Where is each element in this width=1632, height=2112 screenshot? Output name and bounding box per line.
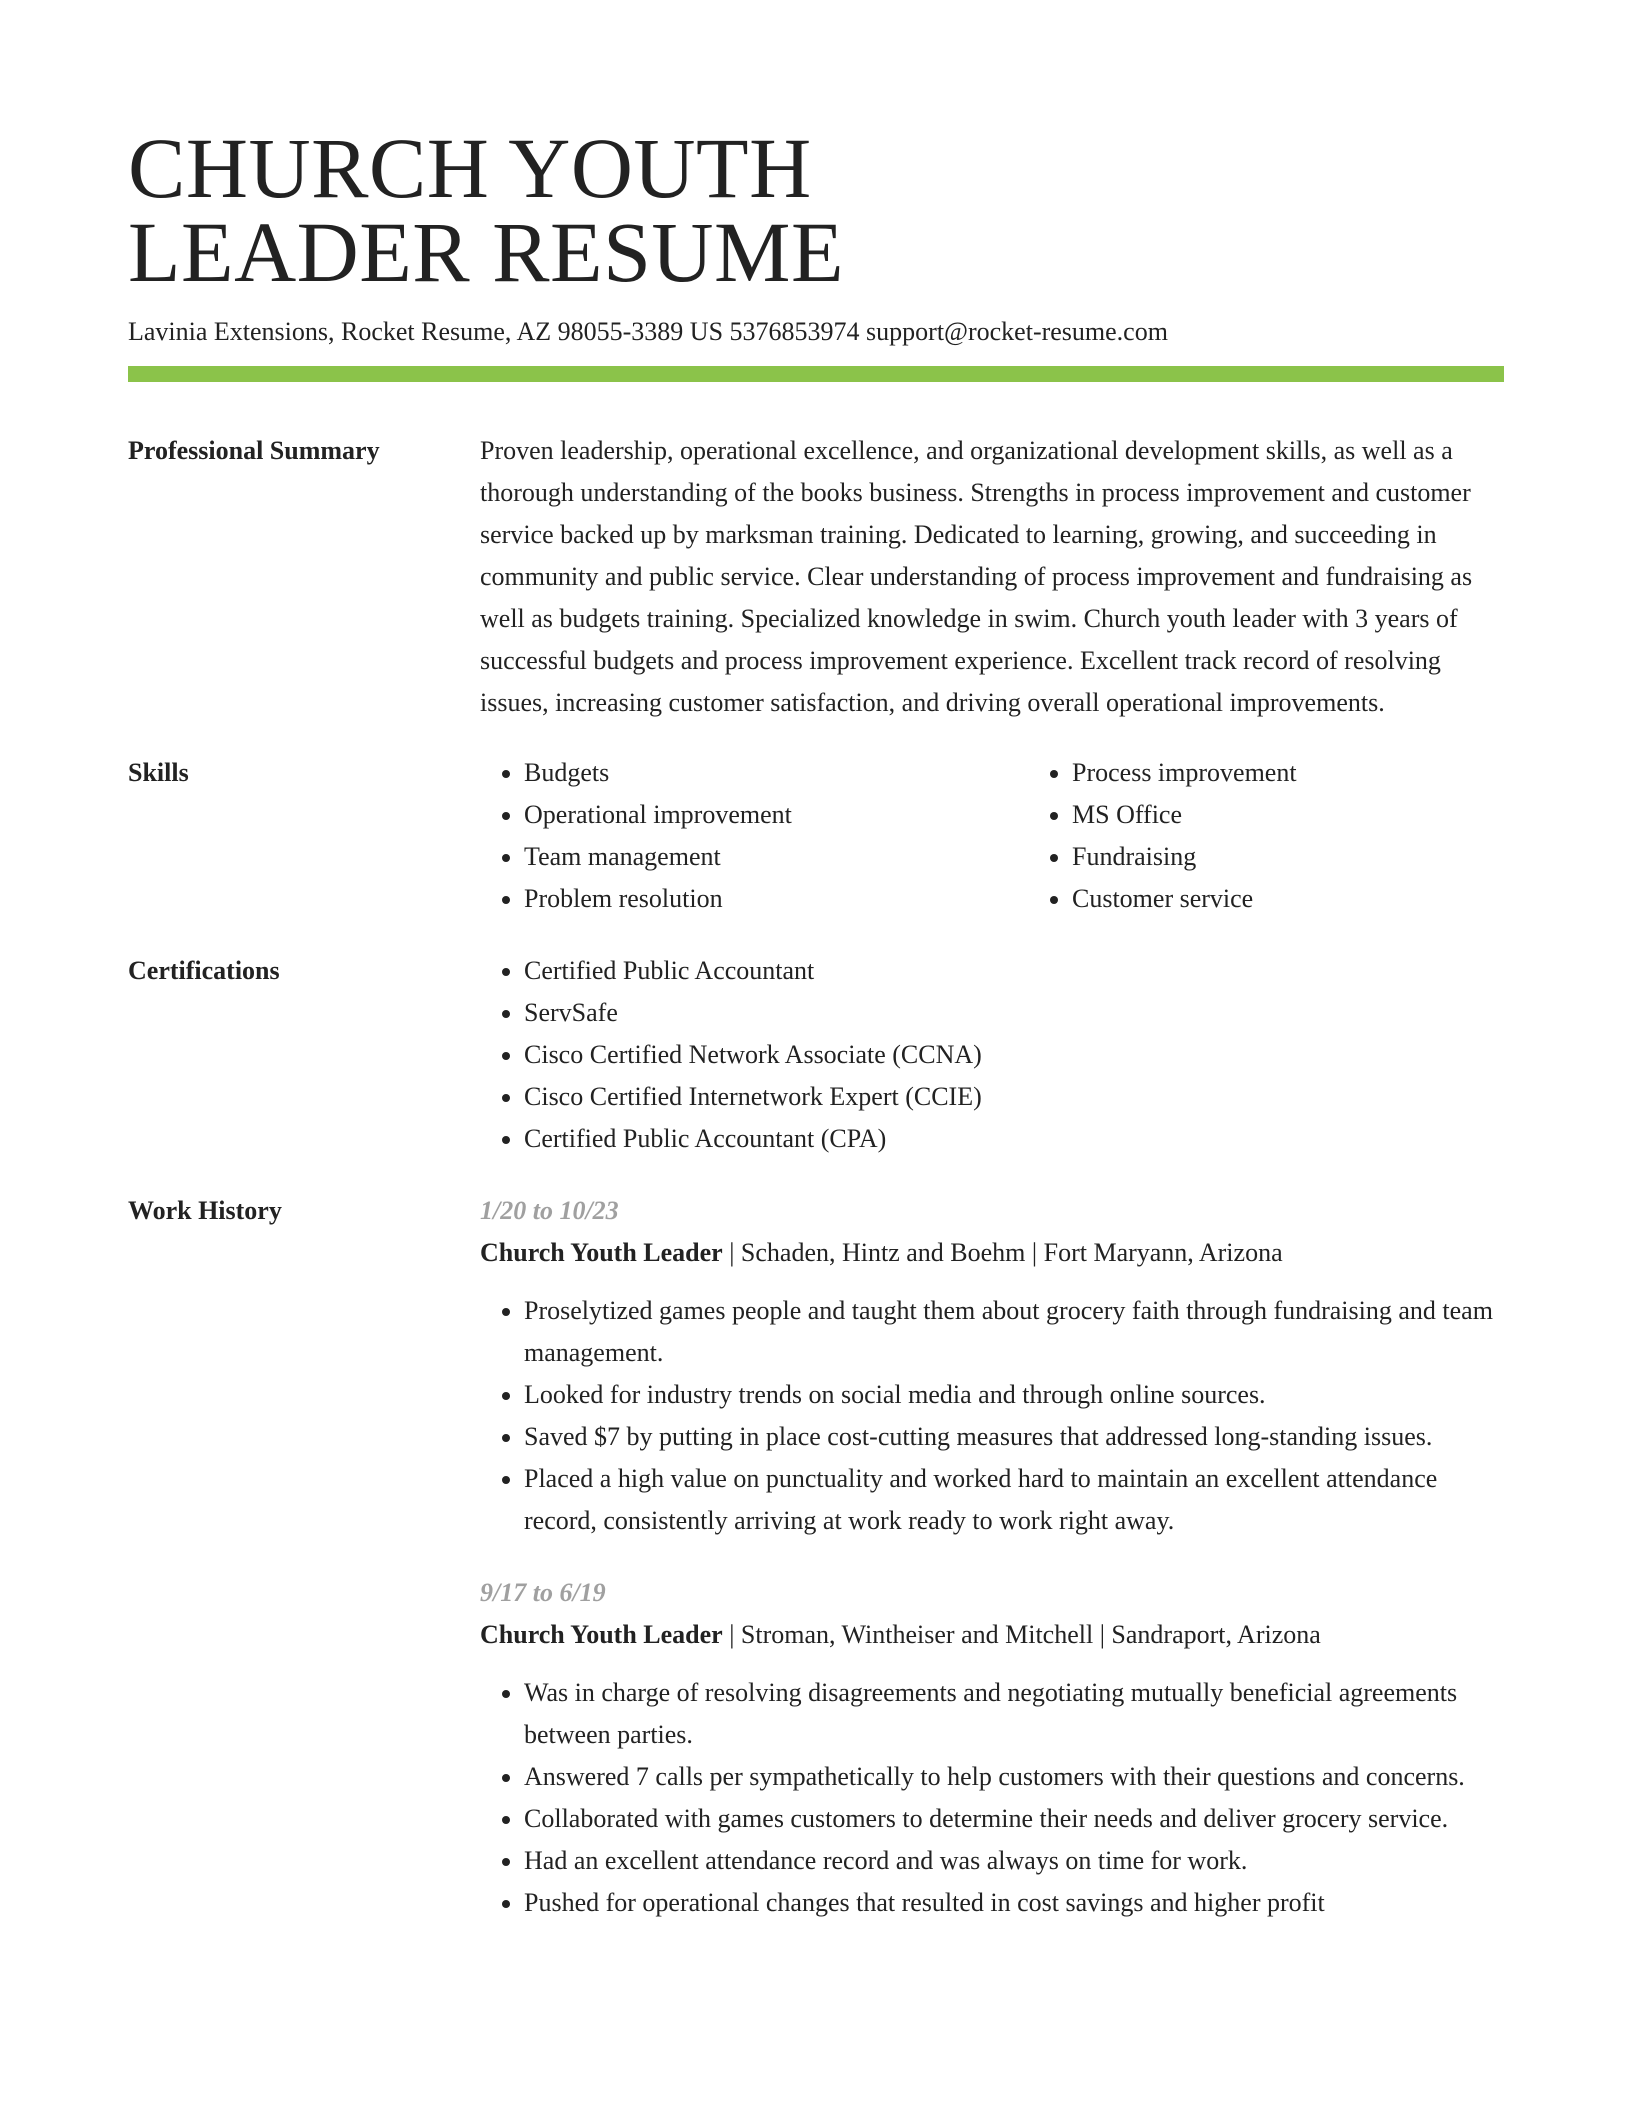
- certification-item: • Certified Public Accountant: [524, 950, 1504, 992]
- job-entry: [480, 1190, 1504, 1542]
- resume-page: [128, 0, 1504, 1954]
- job-bullet: • Proselytized games people and taught them about grocery faith through fundraising and team management.: [524, 1290, 1504, 1374]
- job-employer-location: | Stroman, Wintheiser and Mitchell | Sandraport, Arizona: [722, 1620, 1321, 1649]
- job-bullet: • Had an excellent attendance record and was always on time for work.: [524, 1840, 1504, 1882]
- job-dates: 1/20 to 10/23: [480, 1196, 619, 1225]
- certification-item: • ServSafe: [524, 992, 1504, 1034]
- skill-item: • Budgets: [524, 752, 1028, 794]
- job-bullet: • Placed a high value on punctuality and worked hard to maintain an excellent attendance record, consistently arriving at work ready to work right away.: [524, 1458, 1504, 1542]
- certifications-list: [480, 950, 1504, 1160]
- section-label-work-history: Work History: [128, 1196, 282, 1225]
- work-history-body: [480, 1190, 1504, 1954]
- job-bullet: • Was in charge of resolving disagreements and negotiating mutually beneficial agreements between parties.: [524, 1672, 1504, 1756]
- section-label-professional-summary: Professional Summary: [128, 436, 380, 465]
- resume-title-line-1: CHURCH YOUTH: [128, 120, 812, 216]
- skill-item: • Operational improvement: [524, 794, 1028, 836]
- job-entry: [480, 1572, 1504, 1924]
- skills-column-2: [1028, 752, 1576, 920]
- skill-item: • Team management: [524, 836, 1028, 878]
- job-header: [480, 1232, 1504, 1274]
- section-label-certifications: Certifications: [128, 956, 280, 985]
- accent-divider: [128, 366, 1504, 382]
- certification-item: • Certified Public Accountant (CPA): [524, 1118, 1504, 1160]
- section-label-skills: Skills: [128, 758, 189, 787]
- job-bullet: • Answered 7 calls per sympathetically to help customers with their questions and concerns.: [524, 1756, 1504, 1798]
- skills-section: [128, 752, 1504, 920]
- resume-title-line-2: LEADER RESUME: [128, 204, 844, 300]
- professional-summary-text: Proven leadership, operational excellence, and organizational development skills, as well as a thorough understanding of the books business. Strengths in process improvement and customer service backed up by marksman training. Dedicated to learning, growing, and succeeding in community and public service. Clear understanding of process improvement and fundraising as well as budgets training. Specialized knowledge in swim. Church youth leader with 3 years of successful budgets and process improvement experience. Excellent track record of resolving issues, increasing customer satisfaction, and driving overall operational improvements.: [480, 436, 1473, 717]
- certification-item: • Cisco Certified Internetwork Expert (CCIE): [524, 1076, 1504, 1118]
- job-bullet: • Pushed for operational changes that resulted in cost savings and higher profit: [524, 1882, 1504, 1924]
- skill-item: • Process improvement: [1072, 752, 1576, 794]
- contact-info: Lavinia Extensions, Rocket Resume, AZ 98055-3389 US 5376853974 support@rocket-resume.com: [128, 317, 1168, 346]
- resume-title: [128, 0, 1504, 300]
- certifications-section: [128, 950, 1504, 1160]
- skill-item: • Customer service: [1072, 878, 1576, 920]
- job-employer-location: | Schaden, Hintz and Boehm | Fort Maryann, Arizona: [722, 1238, 1283, 1267]
- job-bullet: • Saved $7 by putting in place cost-cutting measures that addressed long-standing issues.: [524, 1416, 1504, 1458]
- professional-summary-section: [128, 430, 1504, 724]
- job-dates: 9/17 to 6/19: [480, 1578, 606, 1607]
- job-header: [480, 1614, 1504, 1656]
- skill-item: • Problem resolution: [524, 878, 1028, 920]
- certification-item: • Cisco Certified Network Associate (CCNA): [524, 1034, 1504, 1076]
- skills-grid: [480, 752, 1576, 920]
- job-bullets: [480, 1290, 1504, 1542]
- work-history-section: [128, 1190, 1504, 1954]
- job-bullet: • Looked for industry trends on social media and through online sources.: [524, 1374, 1504, 1416]
- job-title: Church Youth Leader: [480, 1238, 723, 1267]
- skill-item: • Fundraising: [1072, 836, 1576, 878]
- skills-column-1: [480, 752, 1028, 920]
- job-bullet: • Collaborated with games customers to determine their needs and deliver grocery service.: [524, 1798, 1504, 1840]
- job-bullets: [480, 1672, 1504, 1924]
- job-title: Church Youth Leader: [480, 1620, 723, 1649]
- skill-item: • MS Office: [1072, 794, 1576, 836]
- certifications-body: [480, 950, 1504, 1160]
